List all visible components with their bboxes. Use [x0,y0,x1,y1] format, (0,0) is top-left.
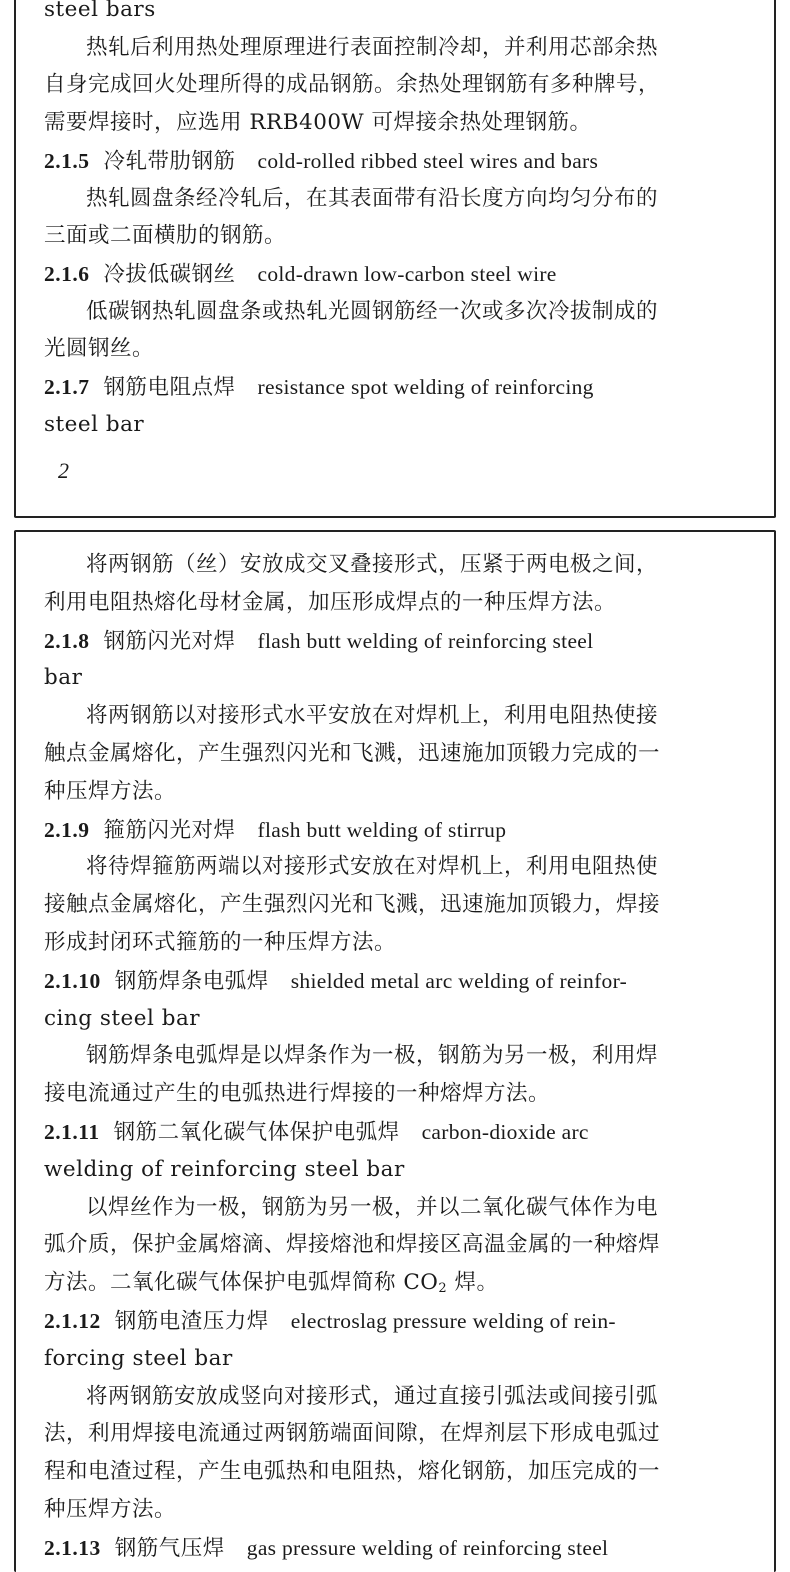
paragraph-line [44,1075,760,1113]
term-english: carbon-dioxide arc [421,1120,589,1144]
line-text: 种压焊方法。 [44,1497,177,1522]
line-text: 自身完成回火处理所得的成品钢筋。余热处理钢筋有多种牌号， [44,72,661,98]
line-text: 光圆钢丝。 [44,336,155,362]
paragraph-line [44,886,760,924]
paragraph-line [44,104,760,142]
term-chinese: 钢筋焊条电弧焊 [114,968,269,994]
paragraph-first-line [86,1378,760,1416]
line-text: 弧介质，保护金属熔滴、焊接熔池和焊接区高温金属的一种熔焊 [44,1232,661,1258]
line-text: 热轧后利用热处理原理进行表面控制冷却，并利用芯部余热 [86,34,659,60]
paragraph-line [44,1000,760,1038]
clause-number: 2.1.13 [44,1535,101,1560]
term-english: flash butt welding of reinforcing steel [257,628,594,653]
paragraph-first-line [86,546,760,584]
clause-number: 2.1.7 [44,375,90,399]
term-english: shielded metal arc welding of reinfor- [290,968,628,993]
term-english: gas pressure welding of reinforcing steel [246,1535,609,1560]
term-chinese: 冷拔低碳钢丝 [103,261,236,287]
clause-number: 2.1.5 [44,148,90,173]
paragraph-line [44,330,760,368]
line-text: 钢筋焊条电弧焊是以焊条作为一极，钢筋为另一极，利用焊 [86,1043,659,1069]
line-text: forcing steel bar [44,1345,233,1371]
line-text: 接电流通过产生的电弧热进行焊接的一种熔焊方法。 [44,1081,551,1107]
line-text: 将两钢筋（丝）安放成交叉叠接形式，压紧于两电极之间， [86,552,659,577]
clause-heading [44,622,760,660]
line-text: steel bar [44,411,145,437]
line-text: 将待焊箍筋两端以对接形式安放在对焊机上，利用电阻热使 [86,854,659,880]
paragraph-first-line [86,293,760,331]
line-text: 触点金属熔化，产生强烈闪光和飞溅，迅速施加顶锻力完成的一 [44,741,661,766]
paragraph-line [44,1340,760,1378]
term-english: flash butt welding of stirrup [257,817,507,842]
paragraph-line [44,66,760,104]
clause-number: 2.1.8 [44,628,90,653]
paragraph-line [44,1151,760,1189]
paragraph-line [44,735,760,773]
paragraph-line [44,1415,760,1453]
clause-heading [44,255,760,293]
clause-heading [44,811,760,849]
clause-number: 2.1.9 [44,817,90,842]
paragraph-line [44,1453,760,1491]
line-text: 程和电渣过程，产生电弧热和电阻热，熔化钢筋，加压完成的一 [44,1459,661,1485]
line-text: 需要焊接时，应选用 RRB400W 可焊接余热处理钢筋。 [44,110,592,136]
paragraph-line [44,773,760,811]
line-text: cing steel bar [44,1005,201,1031]
line-text: 以焊丝作为一极，钢筋为另一极，并以二氧化碳气体作为电 [86,1194,659,1220]
paragraph-line [44,0,760,29]
term-chinese: 钢筋二氧化碳气体保护电弧焊 [113,1120,400,1145]
page-2 [14,530,776,1572]
line-text: welding of reinforcing steel bar [44,1156,405,1182]
clause-heading [44,1302,760,1340]
line-text: steel bars [44,0,156,22]
clause-number: 2.1.11 [44,1120,100,1144]
paragraph-line [44,217,760,255]
line-text: 将两钢筋以对接形式水平安放在对焊机上，利用电阻热使接 [86,703,659,729]
term-english: cold-rolled ribbed steel wires and bars [257,148,599,173]
line-text: 形成封闭环式箍筋的一种压焊方法。 [44,930,397,955]
paragraph-first-line [86,180,760,218]
line-text: 将两钢筋安放成竖向对接形式，通过直接引弧法或间接引弧 [86,1383,659,1409]
line-text: bar [44,665,83,691]
line-text-after: 焊。 [447,1270,499,1296]
clause-heading [44,142,760,180]
paragraph-first-line [86,29,760,67]
term-chinese: 钢筋气压焊 [114,1535,225,1561]
line-text: 低碳钢热轧圆盘条或热轧光圆钢筋经一次或多次冷拔制成的 [86,298,659,324]
line-text: 种压焊方法。 [44,778,177,804]
paragraph-line [44,659,760,697]
subscript: 2 [438,1281,448,1297]
term-english: resistance spot welding of reinforcing [257,375,594,399]
clause-heading [44,368,760,406]
term-chinese: 冷轧带肋钢筋 [103,148,236,174]
line-text: 方法。二氧化碳气体保护电弧焊简称 CO [44,1270,439,1296]
paragraph-line [44,1491,760,1529]
paragraph-first-line [86,1189,760,1227]
line-text: 接触点金属熔化，产生强烈闪光和飞溅，迅速施加顶锻力，焊接 [44,892,661,918]
paragraph-first-line [86,848,760,886]
clause-number: 2.1.10 [44,968,101,993]
term-chinese: 箍筋闪光对焊 [103,817,236,843]
line-text: 热轧圆盘条经冷轧后，在其表面带有沿长度方向均匀分布的 [86,185,659,211]
clause-heading [44,1529,760,1567]
clause-heading [44,962,760,1000]
paragraph-line [44,924,760,962]
line-text: 三面或二面横肋的钢筋。 [44,223,287,249]
clause-number: 2.1.12 [44,1309,101,1333]
term-chinese: 钢筋电渣压力焊 [114,1309,269,1334]
term-chinese: 钢筋电阻点焊 [103,375,236,400]
paragraph-first-line [86,1037,760,1075]
term-chinese: 钢筋闪光对焊 [103,628,236,654]
paragraph-first-line [86,697,760,735]
clause-number: 2.1.6 [44,261,90,286]
paragraph-line [44,1226,760,1264]
line-text: 利用电阻热熔化母材金属，加压形成焊点的一种压焊方法。 [44,589,617,615]
page-1 [14,0,776,518]
paragraph-line [44,406,760,444]
paragraph-line [44,1264,760,1302]
term-english: cold-drawn low-carbon steel wire [257,261,557,286]
page-number: 2 [58,458,69,483]
clause-heading [44,1113,760,1151]
paragraph-line [44,584,760,622]
term-english: electroslag pressure welding of rein- [290,1309,616,1333]
line-text: 法，利用焊接电流通过两钢筋端面间隙，在焊剂层下形成电弧过 [44,1421,661,1447]
